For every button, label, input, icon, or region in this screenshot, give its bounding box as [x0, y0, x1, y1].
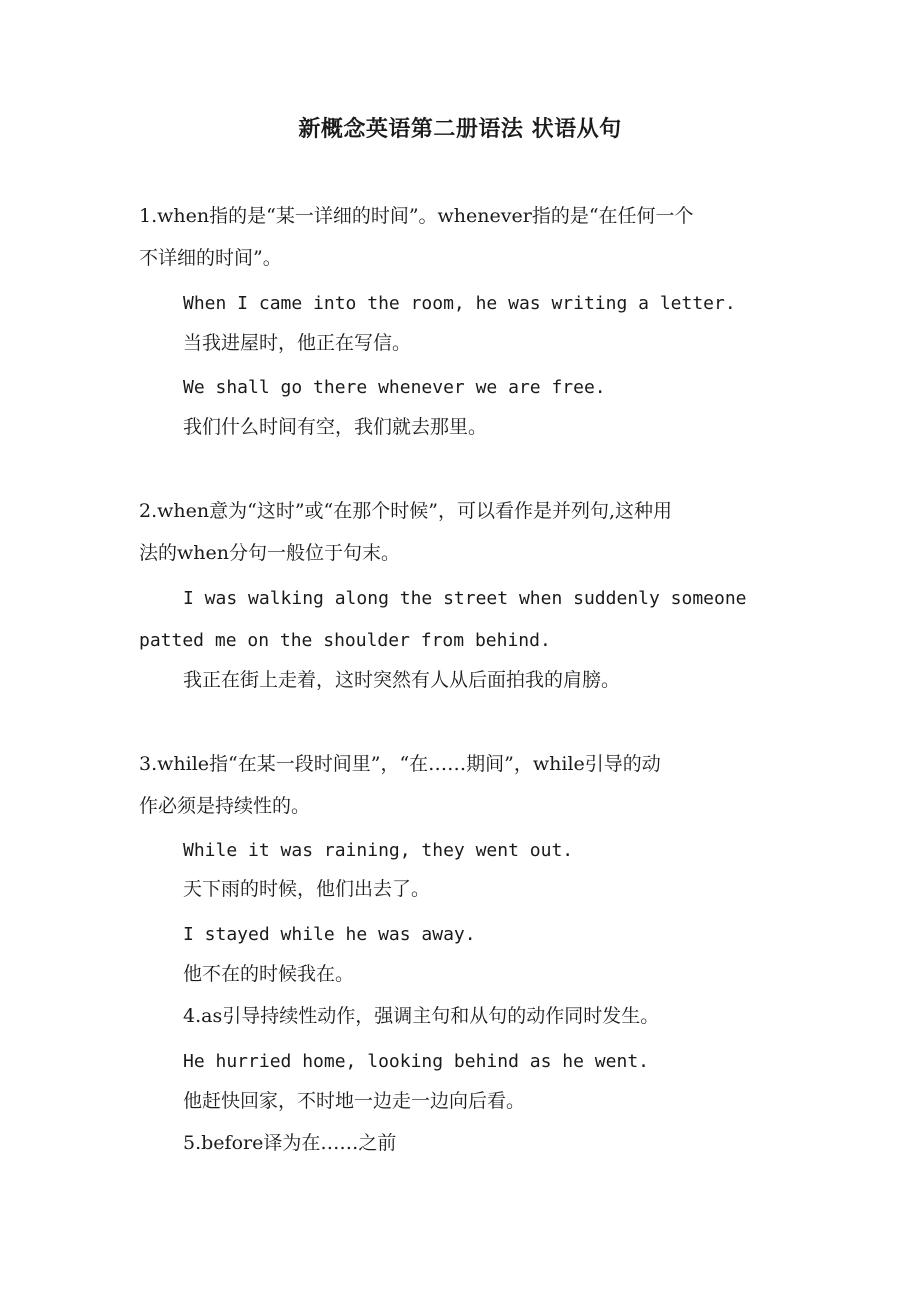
example-english: He hurried home, looking behind as he went. — [183, 1051, 649, 1072]
example-chinese: 我们什么时间有空，我们就去那里。 — [183, 416, 488, 438]
example-chinese: 他不在的时候我在。 — [183, 963, 355, 985]
example-chinese: 当我进屋时，他正在写信。 — [183, 332, 412, 354]
section-4-heading: 4.as引导持续性动作，强调主句和从句的动作同时发生。 — [183, 1005, 660, 1027]
example-english-continued: patted me on the shoulder from behind. — [139, 630, 551, 651]
example-chinese: 天下雨的时候，他们出去了。 — [183, 878, 431, 900]
section-3-heading-line-2: 作必须是持续性的。 — [139, 795, 311, 817]
section-2-heading-line-1: 2.when意为“这时”或“在那个时候”，可以看作是并列句,这种用 — [139, 500, 673, 522]
section-5-heading: 5.before译为在……之前 — [183, 1132, 397, 1154]
section-1-heading-line-2: 不详细的时间”。 — [139, 247, 282, 269]
example-chinese: 我正在街上走着，这时突然有人从后面拍我的肩膀。 — [183, 669, 621, 691]
section-3-heading-line-1: 3.while指“在某一段时间里”，“在……期间”，while引导的动 — [139, 753, 661, 775]
example-english: While it was raining, they went out. — [183, 840, 574, 861]
example-english: We shall go there whenever we are free. — [183, 377, 606, 398]
section-2-heading-line-2: 法的when分句一般位于句末。 — [139, 542, 400, 564]
example-english: I was walking along the street when suddenly someone — [183, 588, 747, 609]
example-english: When I came into the room, he was writing a letter. — [183, 293, 736, 314]
section-1-heading-line-1: 1.when指的是“某一详细的时间”。whenever指的是“在任何一个 — [139, 205, 694, 227]
example-chinese: 他赶快回家，不时地一边走一边向后看。 — [183, 1090, 526, 1112]
page-title: 新概念英语第二册语法 状语从句 — [298, 116, 622, 142]
example-english: I stayed while he was away. — [183, 924, 476, 945]
